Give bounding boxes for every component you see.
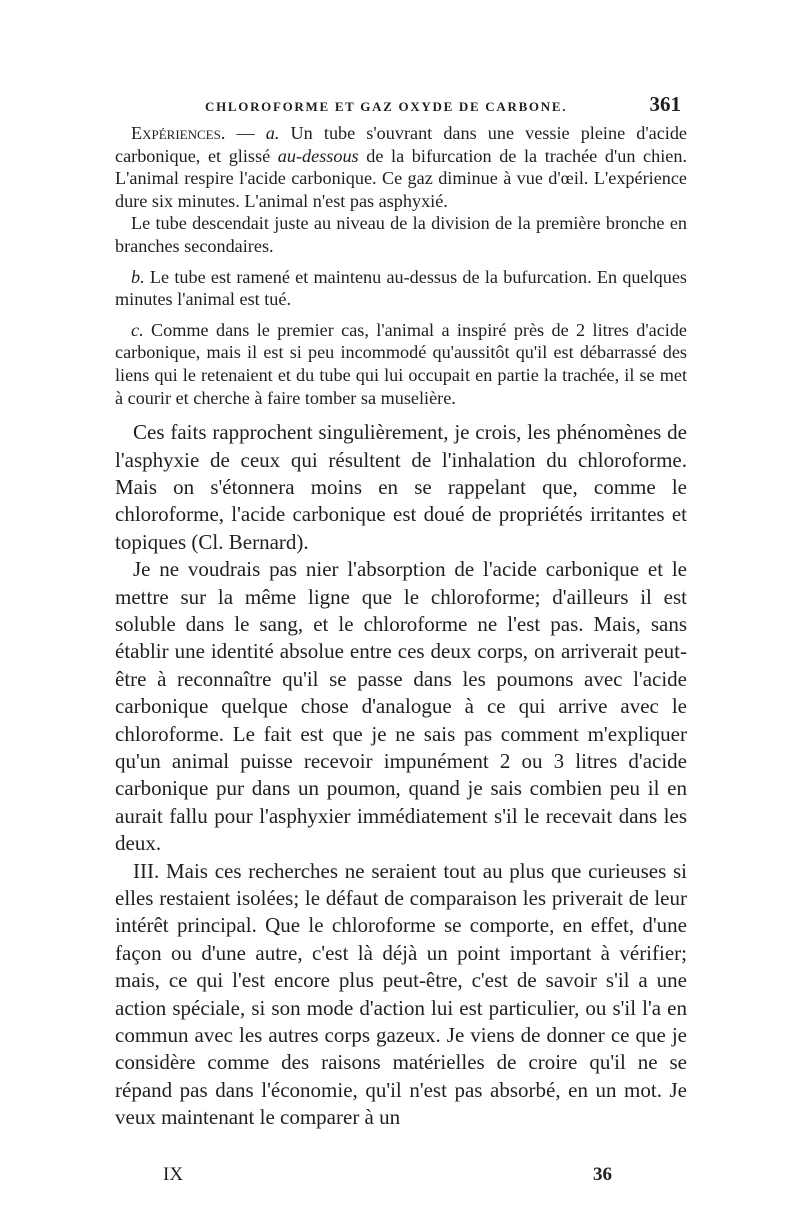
experiment-a-text-2: de la bifurcation de la trachée d'un chien. L'animal respire l'acide carbonique. Ce gaz diminue à vue d'œil. L'expérience dure six minutes. L'animal n'est pas asphyxié. — [115, 145, 687, 211]
experiments-section — [115, 122, 687, 409]
experiment-a-note: Le tube descendait juste au niveau de la division de la première bronche en branches secondaires. — [115, 213, 687, 256]
heading-dash: — — [225, 123, 266, 143]
experiment-c-letter: c. — [131, 319, 144, 340]
experiment-a-italic: au-dessous — [277, 145, 359, 166]
running-title: CHLOROFORME ET GAZ OXYDE DE CARBONE. — [205, 99, 568, 114]
body-paragraph-1: Ces faits rapprochent singulièrement, je crois, les phénomènes de l'asphyxie de ceux qui résultent de l'inhalation du chloroforme. Mais on s'étonnera moins en se rappelant que, comme le chloroforme, l'acide carbonique est doué de propriétés irritantes et topiques (Cl. Bernard). — [115, 420, 687, 554]
book-page — [115, 92, 687, 1192]
running-head — [115, 92, 687, 122]
signature-mark: IX — [163, 1164, 184, 1185]
folio-number: 36 — [593, 1164, 612, 1185]
experiment-c — [115, 319, 687, 409]
experiment-c-text: Comme dans le premier cas, l'animal a inspiré près de 2 litres d'acide carbonique, mais il est si peu incommodé qu'aussitôt qu'il est débarrassé des liens qui le retenaient et du tube qui lui occupait en partie la trachée, il se met à courir et cherche à faire tomber sa muselière. — [115, 319, 687, 408]
body-paragraph-2: Je ne voudrais pas nier l'absorption de l'acide carbonique et le mettre sur la même ligne que le chloroforme; d'ailleurs il est soluble dans le sang, et le chloroforme ne l'est pas. Mais, sans établir une identité absolue entre ces deux corps, on arriverait peut-être à reconnaître qu'il se passe dans les poumons avec l'acide carbonique quelque chose d'analogue à ce qui arrive avec le chloroforme. Le fait est que je ne sais pas comment m'expliquer qu'un animal puisse recevoir impunément 2 ou 3 litres d'acide carbonique pur dans un poumon, quand je sais combien peu il en aurait fallu pour l'asphyxier immédiatement s'il le recevait dans les deux. — [115, 557, 687, 856]
experiment-a-letter: a. — [265, 123, 280, 143]
experiment-a — [115, 122, 687, 212]
experiment-b-text: Le tube est ramené et maintenu au-dessus de la bufurcation. En quelques minutes l'animal est tué. — [115, 266, 687, 310]
experiments-heading: Expériences. — [131, 123, 226, 143]
experiment-a-text-1: Un tube s'ouvrant dans une vessie pleine d'acide carbonique, et glissé — [115, 123, 687, 166]
experiment-b — [115, 266, 687, 311]
page-footer — [115, 1162, 687, 1192]
body-paragraph-3: III. Mais ces recherches ne seraient tout au plus que curieuses si elles restaient isolées; le défaut de comparaison les priverait de leur intérêt principal. Que le chloroforme se comporte, en effet, d'une façon ou d'une autre, c'est là déjà un point important à vérifier; mais, ce qui l'est encore plus peut-être, c'est de savoir s'il a une action spéciale, si son mode d'action lui est particulier, ou s'il l'a en commun avec les autres corps gazeux. Je viens de donner ce que je considère comme des raisons matérielles de croire qu'il ne se répand pas dans l'économie, qu'il n'est pas absorbé, en un mot. Je veux maintenant le comparer à un — [115, 858, 687, 1130]
page-number: 361 — [649, 92, 681, 116]
experiment-b-letter: b. — [131, 266, 145, 287]
